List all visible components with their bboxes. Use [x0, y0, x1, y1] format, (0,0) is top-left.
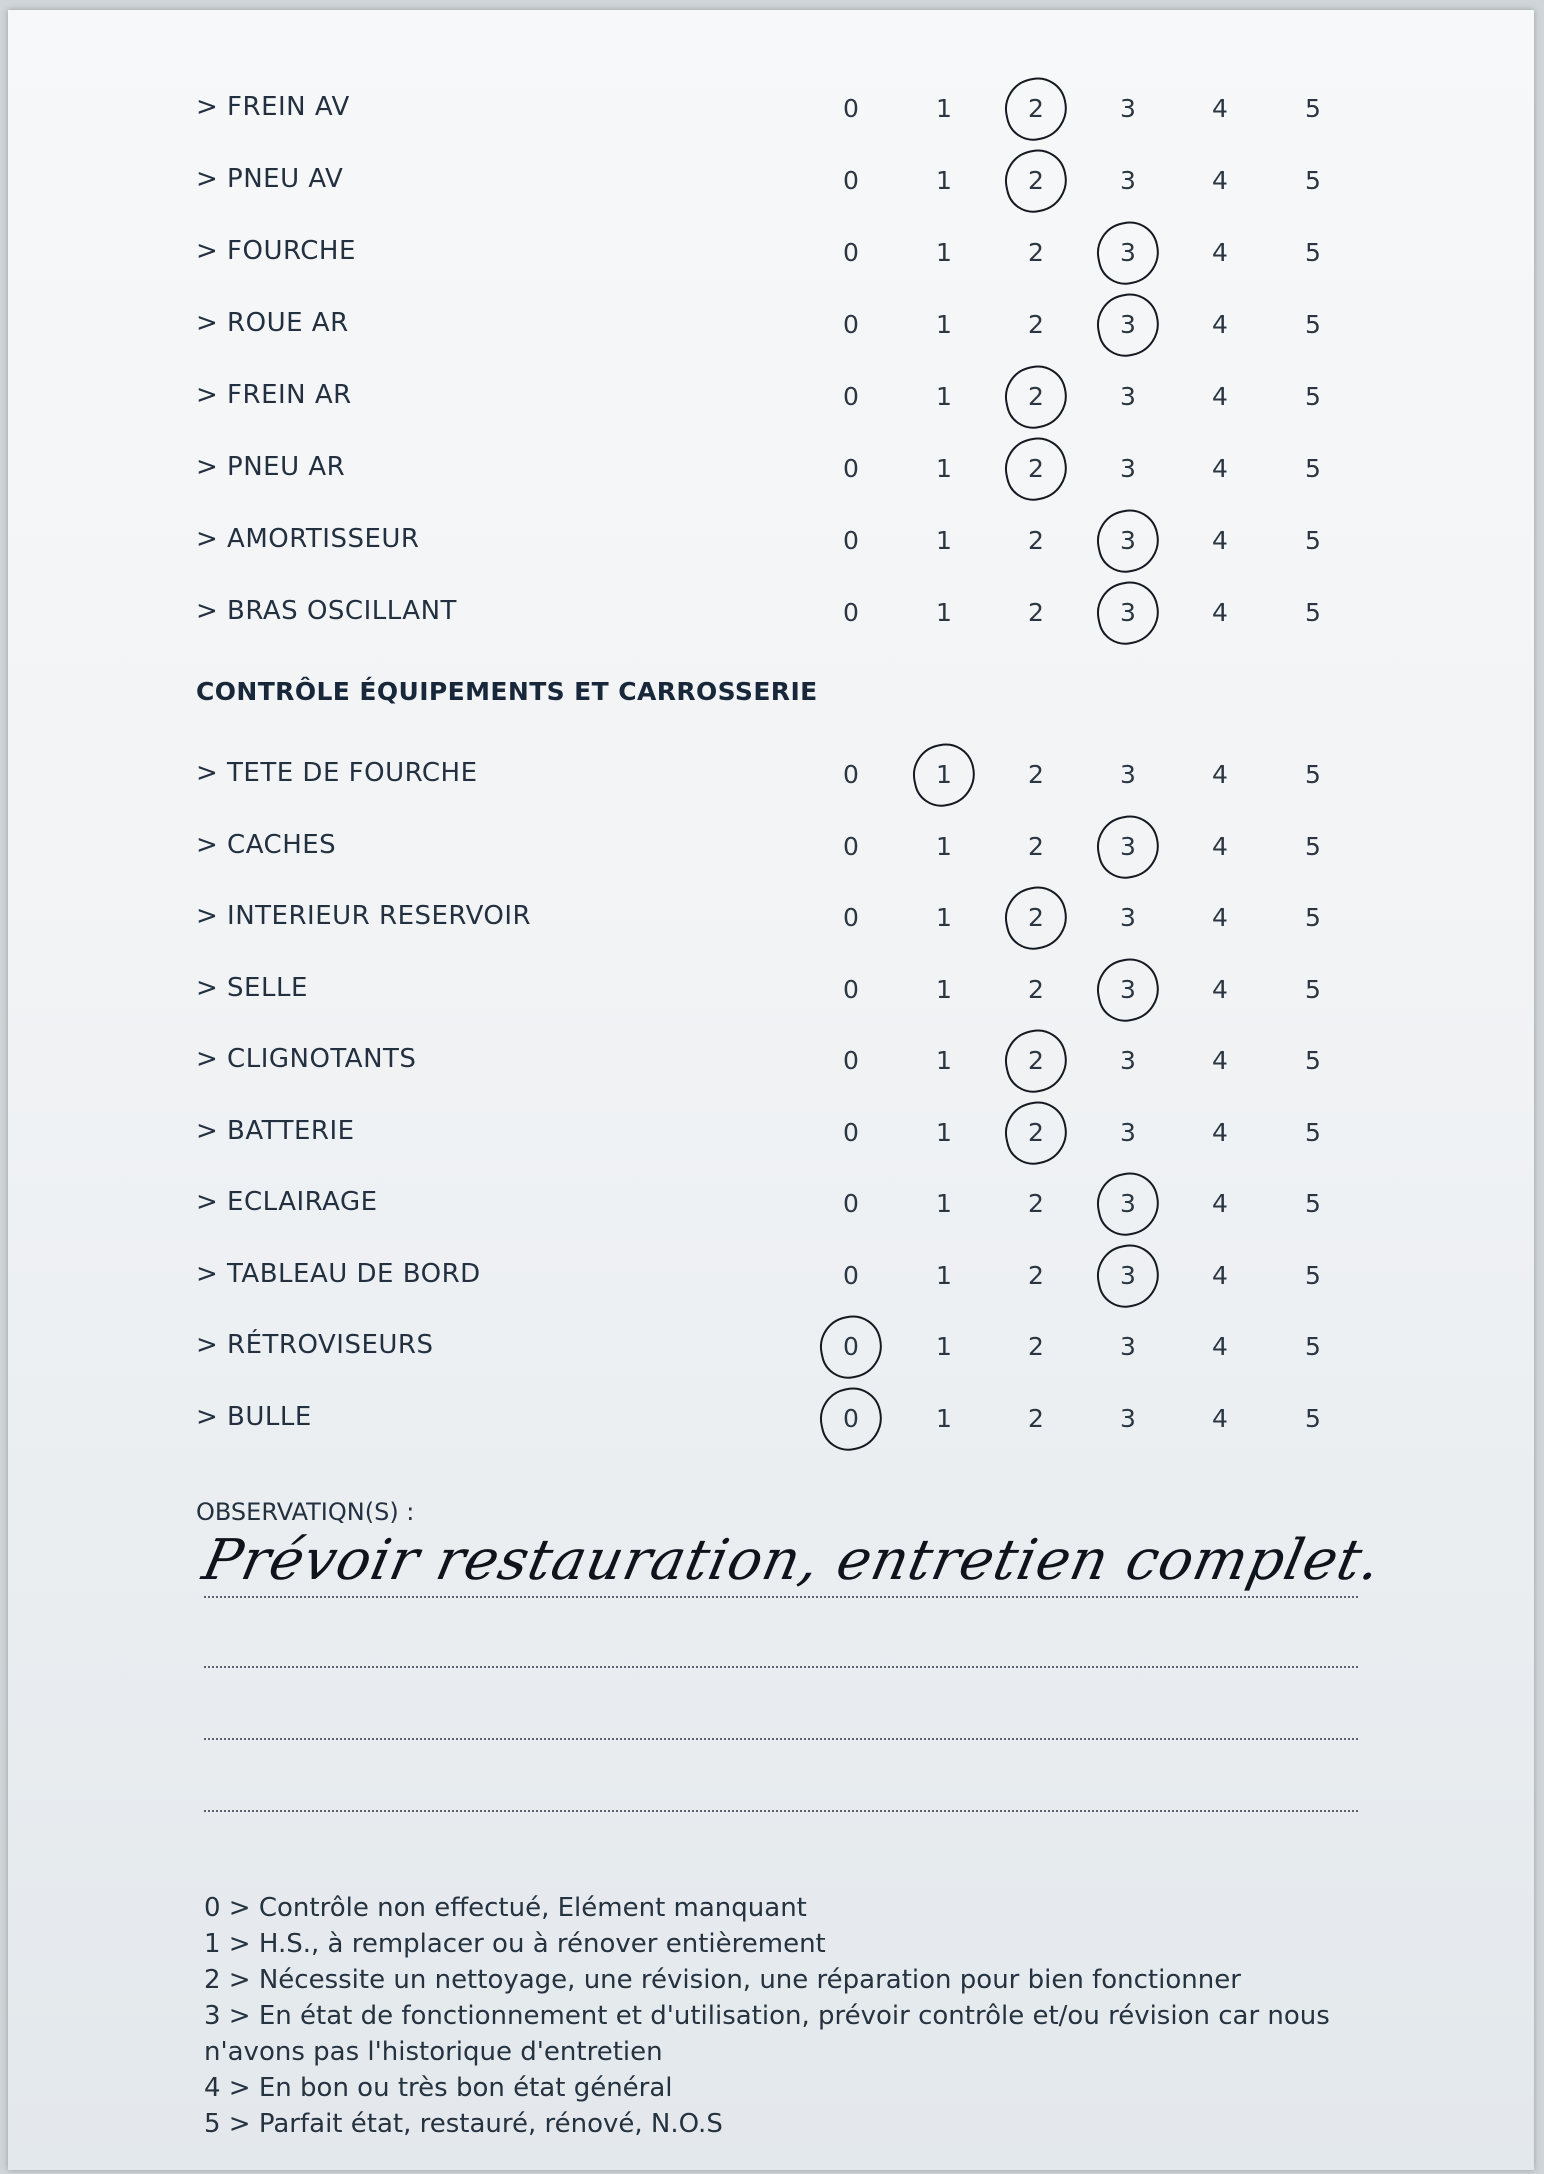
- score-option[interactable]: 2: [1028, 94, 1044, 123]
- score-option[interactable]: 3: [1120, 832, 1136, 861]
- score-option[interactable]: 1: [936, 975, 952, 1004]
- score-option[interactable]: 0: [843, 166, 859, 195]
- observations-line: [204, 1666, 1358, 1668]
- selected-score-circle: [814, 1310, 888, 1384]
- score-option[interactable]: 1: [936, 238, 952, 267]
- score-option[interactable]: 2: [1028, 382, 1044, 411]
- score-option[interactable]: 4: [1212, 238, 1228, 267]
- row-label: > TETE DE FOURCHE: [196, 758, 478, 788]
- checklist-row: [8, 885, 1534, 957]
- legend-line: 1 > H.S., à remplacer ou à rénover entièrement: [204, 1929, 826, 1959]
- row-label: > CACHES: [196, 830, 337, 860]
- selected-score-circle: [999, 1024, 1073, 1098]
- score-option[interactable]: 2: [1028, 526, 1044, 555]
- score-option[interactable]: 4: [1212, 454, 1228, 483]
- score-option[interactable]: 2: [1028, 1261, 1044, 1290]
- score-option[interactable]: 3: [1120, 903, 1136, 932]
- score-option[interactable]: 5: [1305, 832, 1321, 861]
- checklist-row: [8, 957, 1534, 1029]
- row-label: > BATTERIE: [196, 1116, 355, 1146]
- legend-line: 2 > Nécessite un nettoyage, une révision, une réparation pour bien fonctionner: [204, 1965, 1241, 1995]
- score-option[interactable]: 4: [1212, 526, 1228, 555]
- row-label: > ECLAIRAGE: [196, 1187, 378, 1217]
- score-option[interactable]: 0: [843, 382, 859, 411]
- score-option[interactable]: 3: [1120, 238, 1136, 267]
- observations-line: [204, 1738, 1358, 1740]
- checklist-row: [8, 742, 1534, 814]
- score-option[interactable]: 0: [843, 975, 859, 1004]
- score-option[interactable]: 4: [1212, 166, 1228, 195]
- checklist-row: [8, 364, 1534, 436]
- score-option[interactable]: 1: [936, 94, 952, 123]
- score-option[interactable]: 0: [843, 598, 859, 627]
- inspection-sheet: [8, 10, 1534, 2170]
- score-option[interactable]: 5: [1305, 238, 1321, 267]
- selected-score-circle: [1091, 216, 1165, 290]
- score-option[interactable]: 4: [1212, 975, 1228, 1004]
- score-option[interactable]: 4: [1212, 1046, 1228, 1075]
- score-option[interactable]: 3: [1120, 975, 1136, 1004]
- observations-line: [204, 1596, 1358, 1598]
- row-label: > FREIN AV: [196, 92, 350, 122]
- selected-score-circle: [1091, 810, 1165, 884]
- checklist-row: [8, 148, 1534, 220]
- score-option[interactable]: 2: [1028, 1118, 1044, 1147]
- score-option[interactable]: 4: [1212, 1332, 1228, 1361]
- legend-line: 0 > Contrôle non effectué, Elément manquant: [204, 1893, 807, 1923]
- score-option[interactable]: 2: [1028, 166, 1044, 195]
- score-option[interactable]: 1: [936, 1404, 952, 1433]
- score-option[interactable]: 4: [1212, 1189, 1228, 1218]
- score-option[interactable]: 2: [1028, 1404, 1044, 1433]
- section-title: CONTRÔLE ÉQUIPEMENTS ET CARROSSERIE: [196, 677, 818, 706]
- score-option[interactable]: 3: [1120, 1261, 1136, 1290]
- score-option[interactable]: 1: [936, 526, 952, 555]
- score-option[interactable]: 0: [843, 310, 859, 339]
- score-option[interactable]: 2: [1028, 832, 1044, 861]
- score-option[interactable]: 1: [936, 310, 952, 339]
- score-option[interactable]: 0: [843, 454, 859, 483]
- row-label: > AMORTISSEUR: [196, 524, 420, 554]
- checklist-row: [8, 1171, 1534, 1243]
- score-option[interactable]: 1: [936, 166, 952, 195]
- row-label: > RÉTROVISEURS: [196, 1330, 434, 1360]
- score-option[interactable]: 1: [936, 382, 952, 411]
- checklist-row: [8, 814, 1534, 886]
- observations-handwriting: Prévoir restauration, entretien complet.: [197, 1528, 1388, 1593]
- row-label: > SELLE: [196, 973, 308, 1003]
- score-option[interactable]: 0: [843, 526, 859, 555]
- score-option[interactable]: 1: [936, 598, 952, 627]
- score-option[interactable]: 5: [1305, 1118, 1321, 1147]
- score-option[interactable]: 3: [1120, 1118, 1136, 1147]
- score-option[interactable]: 3: [1120, 310, 1136, 339]
- score-option[interactable]: 3: [1120, 1332, 1136, 1361]
- legend-line: 5 > Parfait état, restauré, rénové, N.O.S: [204, 2109, 723, 2139]
- score-option[interactable]: 3: [1120, 1189, 1136, 1218]
- selected-score-circle: [999, 881, 1073, 955]
- score-option[interactable]: 2: [1028, 1332, 1044, 1361]
- score-option[interactable]: 3: [1120, 1046, 1136, 1075]
- score-option[interactable]: 5: [1305, 526, 1321, 555]
- score-option[interactable]: 1: [936, 454, 952, 483]
- score-option[interactable]: 1: [936, 1261, 952, 1290]
- selected-score-circle: [1091, 504, 1165, 578]
- checklist-row: [8, 1386, 1534, 1458]
- score-option[interactable]: 5: [1305, 1404, 1321, 1433]
- score-option[interactable]: 5: [1305, 382, 1321, 411]
- row-label: > PNEU AV: [196, 164, 344, 194]
- checklist-row: [8, 1314, 1534, 1386]
- score-option[interactable]: 0: [843, 1261, 859, 1290]
- selected-score-circle: [1091, 288, 1165, 362]
- score-option[interactable]: 0: [843, 832, 859, 861]
- score-option[interactable]: 4: [1212, 1404, 1228, 1433]
- score-option[interactable]: 3: [1120, 454, 1136, 483]
- selected-score-circle: [814, 1382, 888, 1456]
- score-option[interactable]: 0: [843, 238, 859, 267]
- score-option[interactable]: 5: [1305, 1046, 1321, 1075]
- score-option[interactable]: 1: [936, 760, 952, 789]
- score-option[interactable]: 2: [1028, 238, 1044, 267]
- score-option[interactable]: 4: [1212, 1261, 1228, 1290]
- checklist-row: [8, 1100, 1534, 1172]
- score-option[interactable]: 5: [1305, 1189, 1321, 1218]
- row-label: > INTERIEUR RESERVOIR: [196, 901, 532, 931]
- score-option[interactable]: 1: [936, 832, 952, 861]
- score-option[interactable]: 3: [1120, 526, 1136, 555]
- score-option[interactable]: 0: [843, 1404, 859, 1433]
- score-option[interactable]: 3: [1120, 598, 1136, 627]
- score-option[interactable]: 4: [1212, 598, 1228, 627]
- checklist-row: [8, 76, 1534, 148]
- score-option[interactable]: 2: [1028, 1189, 1044, 1218]
- row-label: > FOURCHE: [196, 236, 356, 266]
- checklist-row: [8, 508, 1534, 580]
- score-option[interactable]: 1: [936, 903, 952, 932]
- score-option[interactable]: 3: [1120, 94, 1136, 123]
- selected-score-circle: [1091, 1239, 1165, 1313]
- score-option[interactable]: 1: [936, 1332, 952, 1361]
- selected-score-circle: [1091, 953, 1165, 1027]
- score-option[interactable]: 5: [1305, 975, 1321, 1004]
- score-option[interactable]: 2: [1028, 310, 1044, 339]
- score-option[interactable]: 4: [1212, 310, 1228, 339]
- row-label: > BULLE: [196, 1402, 312, 1432]
- selected-score-circle: [999, 360, 1073, 434]
- score-option[interactable]: 4: [1212, 832, 1228, 861]
- selected-score-circle: [907, 738, 981, 812]
- score-option[interactable]: 5: [1305, 903, 1321, 932]
- checklist-row: [8, 436, 1534, 508]
- row-label: > PNEU AR: [196, 452, 346, 482]
- observations-label: OBSERVATIQN(S) :: [196, 1498, 415, 1526]
- score-option[interactable]: 2: [1028, 975, 1044, 1004]
- score-option[interactable]: 4: [1212, 1118, 1228, 1147]
- score-option[interactable]: 5: [1305, 454, 1321, 483]
- row-label: > FREIN AR: [196, 380, 352, 410]
- score-option[interactable]: 0: [843, 760, 859, 789]
- checklist-row: [8, 1028, 1534, 1100]
- legend-line: 4 > En bon ou très bon état général: [204, 2073, 673, 2103]
- score-option[interactable]: 1: [936, 1189, 952, 1218]
- score-option[interactable]: 3: [1120, 166, 1136, 195]
- score-option[interactable]: 5: [1305, 310, 1321, 339]
- score-option[interactable]: 5: [1305, 94, 1321, 123]
- selected-score-circle: [1091, 1167, 1165, 1241]
- score-option[interactable]: 4: [1212, 94, 1228, 123]
- score-option[interactable]: 5: [1305, 1261, 1321, 1290]
- row-label: > ROUE AR: [196, 308, 349, 338]
- score-option[interactable]: 2: [1028, 454, 1044, 483]
- observations-line: [204, 1810, 1358, 1812]
- score-option[interactable]: 3: [1120, 1404, 1136, 1433]
- score-option[interactable]: 3: [1120, 382, 1136, 411]
- score-option[interactable]: 5: [1305, 166, 1321, 195]
- row-label: > TABLEAU DE BORD: [196, 1259, 481, 1289]
- score-option[interactable]: 0: [843, 94, 859, 123]
- score-option[interactable]: 0: [843, 1332, 859, 1361]
- checklist-row: [8, 220, 1534, 292]
- selected-score-circle: [999, 72, 1073, 146]
- score-option[interactable]: 0: [843, 903, 859, 932]
- score-option[interactable]: 0: [843, 1118, 859, 1147]
- checklist-row: [8, 580, 1534, 652]
- selected-score-circle: [999, 1096, 1073, 1170]
- row-label: > BRAS OSCILLANT: [196, 596, 457, 626]
- checklist-row: [8, 292, 1534, 364]
- selected-score-circle: [1091, 576, 1165, 650]
- score-option[interactable]: 2: [1028, 760, 1044, 789]
- score-option[interactable]: 4: [1212, 760, 1228, 789]
- score-option[interactable]: 5: [1305, 598, 1321, 627]
- score-option[interactable]: 5: [1305, 760, 1321, 789]
- selected-score-circle: [999, 432, 1073, 506]
- score-option[interactable]: 4: [1212, 382, 1228, 411]
- score-option[interactable]: 4: [1212, 903, 1228, 932]
- score-option[interactable]: 5: [1305, 1332, 1321, 1361]
- score-option[interactable]: 0: [843, 1189, 859, 1218]
- legend-line: 3 > En état de fonctionnement et d'utilisation, prévoir contrôle et/ou révision car nous n'avons pas l'historique d'entretien: [204, 2001, 1330, 2067]
- score-option[interactable]: 1: [936, 1046, 952, 1075]
- score-option[interactable]: 1: [936, 1118, 952, 1147]
- score-option[interactable]: 2: [1028, 1046, 1044, 1075]
- score-option[interactable]: 2: [1028, 903, 1044, 932]
- selected-score-circle: [999, 144, 1073, 218]
- row-label: > CLIGNOTANTS: [196, 1044, 417, 1074]
- checklist-row: [8, 1243, 1534, 1315]
- score-option[interactable]: 3: [1120, 760, 1136, 789]
- score-option[interactable]: 0: [843, 1046, 859, 1075]
- score-legend: [204, 1890, 1364, 2142]
- score-option[interactable]: 2: [1028, 598, 1044, 627]
